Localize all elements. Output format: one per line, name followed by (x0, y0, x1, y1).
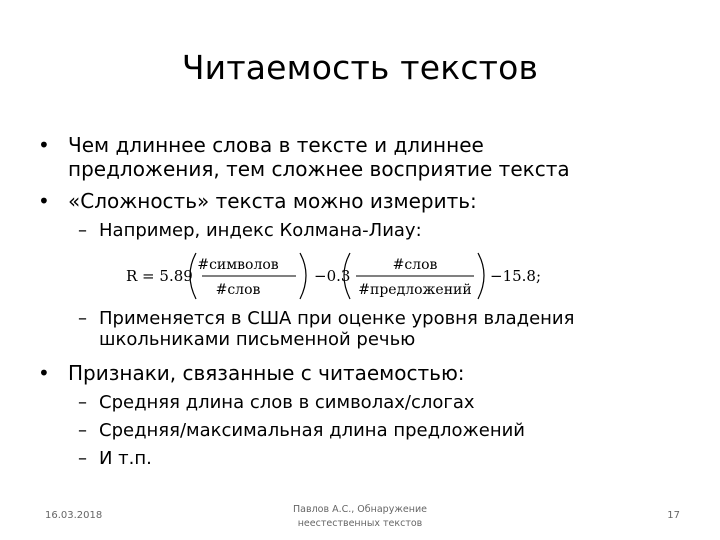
bullet-marker: • (38, 361, 50, 385)
footer-author (250, 503, 470, 531)
bullet-2-text: «Сложность» текста можно измерить: (68, 189, 477, 213)
sub-bullet-5-text: И т.п. (99, 448, 152, 469)
formula-lhs: R = 5.89 (126, 267, 193, 285)
sub-bullet-marker: – (78, 220, 87, 241)
sub-bullet-2-line-2: школьниками письменной речью (99, 329, 416, 350)
sub-bullet-2-line-1: Применяется в США при оценке уровня владения (99, 308, 575, 329)
formula-tail: −15.8; (490, 267, 542, 285)
sub-bullet-3-text: Средняя длина слов в символах/слогах (99, 392, 475, 413)
footer-date: 16.03.2018 (45, 510, 103, 521)
formula-right-paren-2 (478, 253, 484, 299)
sub-bullet-1-text: Например, индекс Колмана-Лиау: (99, 220, 422, 241)
footer-author-line-1: Павлов А.С., Обнаружение (293, 504, 427, 515)
sub-bullet-4-text: Средняя/максимальная длина предложений (99, 420, 526, 441)
slide-title: Читаемость текстов (181, 48, 539, 87)
formula-right-paren-1 (300, 253, 306, 299)
sub-bullet-marker: – (78, 392, 87, 413)
bullet-1-line-1: Чем длиннее слова в тексте и длиннее (68, 133, 484, 157)
sub-bullet-marker: – (78, 308, 87, 329)
formula-frac2-denominator: #предложений (358, 282, 472, 298)
sub-bullet-marker: – (78, 448, 87, 469)
bullet-marker: • (38, 189, 50, 213)
formula-frac1-denominator: #слов (215, 282, 261, 298)
formula-mid: −0.3 (314, 267, 351, 285)
formula-frac1-numerator: #символов (197, 257, 279, 273)
bullet-marker: • (38, 133, 50, 157)
bullet-3-text: Признаки, связанные с читаемостью: (68, 361, 465, 385)
sub-bullet-marker: – (78, 420, 87, 441)
bullet-1-line-2: предложения, тем сложнее восприятие текста (68, 157, 570, 181)
formula-frac2-numerator: #слов (392, 257, 438, 273)
footer-page-number: 17 (667, 510, 680, 521)
footer-author-line-2: неестественных текстов (297, 518, 423, 529)
coleman-liau-formula (126, 247, 546, 305)
